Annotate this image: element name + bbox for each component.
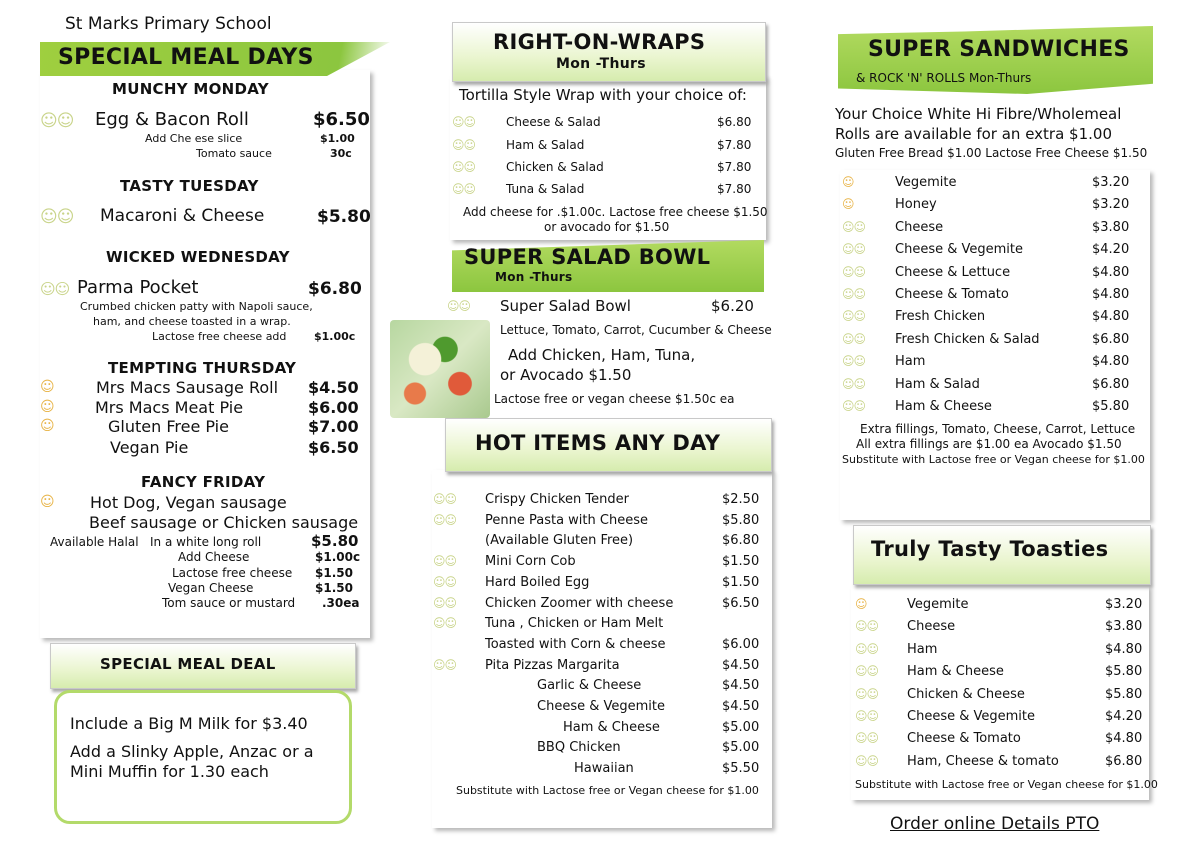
smiley-icon: ☺☺: [855, 731, 879, 746]
friday-extra-price: $1.50: [315, 581, 353, 595]
smiley-icon: ☺☺: [855, 619, 879, 634]
toasties-note: Substitute with Lactose free or Vegan cheese for $1.00: [855, 778, 1158, 791]
toastie-price: $3.80: [1105, 619, 1143, 635]
sandwiches-note: Extra fillings, Tomato, Cheese, Carrot, Lettuce: [860, 422, 1136, 436]
friday-extra-price: $1.50: [315, 566, 353, 580]
smiley-icon: ☺☺: [842, 287, 866, 301]
wrap-item: Ham & Salad: [506, 138, 585, 152]
toastie-item: Ham: [907, 641, 938, 657]
friday-line: Beef sausage or Chicken sausage: [89, 513, 359, 532]
smiley-icon: ☺☺: [452, 138, 476, 152]
hot-item: BBQ Chicken: [537, 740, 621, 756]
sandwich-item: Vegemite: [895, 175, 957, 190]
sandwich-item: Fresh Chicken: [895, 309, 986, 325]
smiley-icon: ☺☺: [842, 264, 866, 279]
smiley-icon: ☺: [842, 175, 855, 189]
sandwich-item: Cheese & Vegemite: [895, 242, 1023, 258]
smiley-icon: ☺☺: [433, 616, 457, 631]
hot-price: $5.00: [722, 740, 760, 756]
salad-add: Add Chicken, Ham, Tuna,: [508, 346, 696, 364]
monday-extra-price: $1.00: [320, 132, 355, 145]
sandwich-item: Ham & Salad: [895, 376, 980, 392]
monday-price: $6.50: [313, 109, 370, 130]
sandwiches-intro: Rolls are available for an extra $1.00: [835, 125, 1112, 143]
wraps-subtitle: Mon -Thurs: [556, 56, 646, 72]
wraps-note: or avocado for $1.50: [544, 220, 670, 234]
sandwich-price: $3.20: [1092, 197, 1130, 213]
sandwiches-title: SUPER SANDWICHES: [868, 37, 1130, 62]
hot-item: Cheese & Vegemite: [537, 699, 665, 714]
smiley-icon: ☺☺: [842, 331, 866, 346]
toastie-item: Chicken & Cheese: [907, 686, 1025, 702]
sandwich-price: $3.20: [1092, 175, 1130, 190]
sandwich-item: Cheese: [895, 219, 944, 235]
sandwich-price: $4.20: [1092, 242, 1130, 258]
friday-extra-price: .30ea: [322, 596, 360, 610]
smiley-icon: ☺☺: [433, 554, 457, 569]
friday-line: Hot Dog, Vegan sausage: [90, 493, 287, 512]
thursday-price: $4.50: [308, 378, 359, 397]
smiley-icon: ☺☺: [855, 641, 879, 656]
monday-title: MUNCHY MONDAY: [112, 80, 269, 98]
hot-item: Garlic & Cheese: [537, 678, 642, 694]
hot-price: $5.00: [722, 719, 760, 735]
wrap-item: Cheese & Salad: [506, 115, 601, 129]
sandwich-price: $4.80: [1092, 354, 1130, 370]
sandwiches-note: All extra fillings are $1.00 ea Avocado $1.50: [856, 437, 1122, 451]
sandwiches-subtitle: & ROCK 'N' ROLLS Mon-Thurs: [856, 71, 1032, 85]
smiley-icon: ☺: [40, 418, 55, 434]
smiley-icon: ☺: [855, 597, 868, 611]
toastie-price: $5.80: [1105, 664, 1143, 680]
toasties-title: Truly Tasty Toasties: [871, 537, 1109, 561]
smiley-icon: ☺☺: [842, 242, 866, 257]
toastie-item: Cheese & Vegemite: [907, 709, 1035, 724]
smiley-icon: ☺☺: [433, 657, 457, 672]
smiley-icon: ☺☺: [842, 219, 866, 234]
hot-item: (Available Gluten Free): [485, 533, 634, 549]
wednesday-extra-price: $1.00c: [314, 330, 356, 343]
smiley-icon: ☺☺: [452, 160, 476, 174]
friday-extra: Add Cheese: [178, 550, 250, 564]
toastie-item: Cheese & Tomato: [907, 731, 1021, 747]
toastie-item: Vegemite: [907, 597, 969, 612]
sandwich-price: $3.80: [1092, 219, 1130, 235]
hot-price: $6.00: [722, 636, 760, 652]
wednesday-price: $6.80: [308, 279, 362, 299]
thursday-item: Gluten Free Pie: [108, 417, 229, 436]
hot-item: Mini Corn Cob: [485, 554, 576, 570]
tuesday-item: Macaroni & Cheese: [100, 206, 265, 226]
sandwich-item: Fresh Chicken & Salad: [895, 331, 1040, 347]
hot-price: $5.80: [722, 512, 760, 528]
smiley-icon: ☺☺: [452, 115, 476, 129]
meal-deal-line: Mini Muffin for 1.30 each: [70, 762, 269, 781]
wrap-price: $6.80: [717, 115, 752, 129]
tuesday-price: $5.80: [317, 207, 371, 227]
monday-extra: Add Che ese slice: [145, 132, 243, 145]
wraps-intro: Tortilla Style Wrap with your choice of:: [459, 86, 747, 104]
wrap-item: Chicken & Salad: [506, 160, 604, 174]
sandwich-item: Cheese & Lettuce: [895, 264, 1011, 280]
sandwiches-intro: Gluten Free Bread $1.00 Lactose Free Cheese $1.50: [835, 146, 1148, 160]
hot-item: Ham & Cheese: [563, 719, 660, 735]
friday-extra: Lactose free cheese: [172, 566, 293, 580]
smiley-icon: ☺☺: [842, 399, 866, 413]
hot-item: Penne Pasta with Cheese: [485, 512, 648, 528]
friday-extra: Tom sauce or mustard: [162, 596, 296, 610]
friday-extra-price: $1.00c: [315, 550, 361, 564]
salad-price: $6.20: [711, 297, 754, 315]
wednesday-title: WICKED WEDNESDAY: [106, 248, 290, 266]
toastie-price: $4.20: [1105, 709, 1143, 724]
thursday-price: $6.00: [308, 398, 359, 417]
toastie-price: $5.80: [1105, 686, 1143, 702]
smiley-icon: ☺: [40, 399, 55, 415]
smiley-icon: ☺☺: [842, 354, 866, 369]
friday-roll-price: $5.80: [311, 532, 359, 550]
monday-extra: Tomato sauce: [196, 147, 272, 160]
salad-title: SUPER SALAD BOWL: [464, 245, 711, 269]
smiley-icon: ☺: [842, 197, 855, 212]
smiley-icon: ☺☺: [433, 512, 457, 527]
sandwich-price: $4.80: [1092, 309, 1130, 325]
wrap-price: $7.80: [717, 160, 752, 174]
smiley-icon: ☺☺: [855, 709, 879, 723]
toastie-item: Ham, Cheese & tomato: [907, 753, 1059, 769]
smiley-icon: ☺☺: [433, 574, 457, 589]
thursday-price: $7.00: [308, 417, 359, 436]
smiley-icon: ☺: [40, 494, 55, 510]
friday-halal: Available Halal: [50, 535, 139, 549]
salad-subtitle: Mon -Thurs: [495, 270, 573, 284]
meal-deal-line: Include a Big M Milk for $3.40: [70, 714, 308, 733]
smiley-icon: ☺☺: [842, 376, 866, 391]
sandwich-price: $4.80: [1092, 287, 1130, 302]
wednesday-item: Parma Pocket: [77, 277, 199, 298]
order-online-link[interactable]: Order online Details PTO: [890, 814, 1100, 834]
hot-price: $1.50: [722, 554, 760, 570]
salad-item: Super Salad Bowl: [500, 297, 631, 315]
hot-price: $6.80: [722, 533, 760, 549]
salad-image: [390, 320, 490, 418]
hot-price: $2.50: [722, 492, 760, 507]
salad-add: or Avocado $1.50: [500, 366, 632, 384]
smiley-icon: ☺☺: [452, 182, 476, 196]
salad-desc: Lettuce, Tomato, Carrot, Cucumber & Cheese: [500, 323, 772, 337]
hot-price: $6.50: [722, 595, 760, 611]
hot-price: $4.50: [722, 699, 760, 714]
hot-price: $5.50: [722, 761, 760, 777]
smiley-icon: ☺☺: [447, 299, 471, 313]
hot-item: Hawaiian: [574, 761, 634, 777]
smiley-icon: ☺☺: [855, 664, 879, 679]
school-name: St Marks Primary School: [65, 14, 272, 34]
hot-item: Pita Pizzas Margarita: [485, 657, 620, 673]
monday-extra-price: 30c: [330, 147, 352, 160]
hot-price: $4.50: [722, 657, 760, 673]
salad-note: Lactose free or vegan cheese $1.50c ea: [494, 392, 735, 406]
sandwich-item: Cheese & Tomato: [895, 287, 1009, 302]
wednesday-desc: Crumbed chicken patty with Napoli sauce,: [80, 300, 313, 313]
smiley-icon: ☺☺: [40, 207, 74, 227]
sandwiches-intro: Your Choice White Hi Fibre/Wholemeal: [835, 105, 1122, 123]
thursday-title: TEMPTING THURSDAY: [108, 359, 297, 377]
sandwich-price: $5.80: [1092, 399, 1130, 414]
wednesday-extra: Lactose free cheese add: [152, 330, 287, 343]
toastie-price: $3.20: [1105, 597, 1143, 612]
hot-item: Chicken Zoomer with cheese: [485, 595, 674, 611]
special-days-title: SPECIAL MEAL DAYS: [58, 45, 314, 70]
friday-title: FANCY FRIDAY: [141, 473, 266, 491]
hot-price: $1.50: [722, 574, 760, 590]
sandwich-item: Ham: [895, 354, 926, 370]
wrap-price: $7.80: [717, 182, 752, 196]
toastie-item: Cheese: [907, 619, 956, 635]
hot-items-title: HOT ITEMS ANY DAY: [475, 431, 721, 455]
wraps-note: Add cheese for .$1.00c. Lactose free cheese $1.50: [463, 205, 768, 219]
friday-roll: In a white long roll: [150, 535, 262, 549]
wrap-item: Tuna & Salad: [506, 182, 585, 196]
wrap-price: $7.80: [717, 138, 752, 152]
smiley-icon: ☺: [40, 379, 55, 395]
friday-extra: Vegan Cheese: [168, 581, 254, 595]
sandwich-price: $6.80: [1092, 376, 1130, 392]
toastie-price: $4.80: [1105, 641, 1143, 657]
hot-item: Tuna , Chicken or Ham Melt: [485, 616, 664, 632]
smiley-icon: ☺☺: [842, 309, 866, 324]
hot-item: Toasted with Corn & cheese: [485, 636, 666, 652]
monday-item: Egg & Bacon Roll: [95, 109, 249, 130]
sandwich-item: Ham & Cheese: [895, 399, 992, 414]
thursday-price: $6.50: [308, 438, 359, 457]
hot-item: Crispy Chicken Tender: [485, 492, 629, 507]
hot-items-note: Substitute with Lactose free or Vegan cheese for $1.00: [456, 784, 759, 797]
wednesday-desc: ham, and cheese toasted in a wrap.: [93, 315, 291, 328]
meal-deal-line: Add a Slinky Apple, Anzac or a: [70, 742, 314, 761]
thursday-item: Mrs Macs Meat Pie: [95, 398, 244, 417]
smiley-icon: ☺☺: [40, 280, 70, 298]
wraps-title: RIGHT-ON-WRAPS: [493, 30, 706, 54]
thursday-item: Mrs Macs Sausage Roll: [96, 378, 279, 397]
toastie-price: $4.80: [1105, 731, 1143, 747]
sandwich-price: $4.80: [1092, 264, 1130, 280]
tuesday-title: TASTY TUESDAY: [120, 177, 259, 195]
sandwich-item: Honey: [895, 197, 937, 213]
smiley-icon: ☺☺: [40, 111, 74, 131]
hot-item: Hard Boiled Egg: [485, 574, 590, 590]
hot-price: $4.50: [722, 678, 760, 694]
sandwich-price: $6.80: [1092, 331, 1130, 347]
smiley-icon: ☺☺: [433, 595, 457, 610]
smiley-icon: ☺☺: [433, 492, 457, 506]
thursday-item: Vegan Pie: [110, 438, 189, 457]
sandwiches-note: Substitute with Lactose free or Vegan cheese for $1.00: [842, 453, 1145, 466]
toastie-price: $6.80: [1105, 753, 1143, 769]
smiley-icon: ☺☺: [855, 686, 879, 701]
smiley-icon: ☺☺: [855, 753, 879, 768]
meal-deal-title: SPECIAL MEAL DEAL: [100, 655, 276, 673]
toastie-item: Ham & Cheese: [907, 664, 1004, 680]
